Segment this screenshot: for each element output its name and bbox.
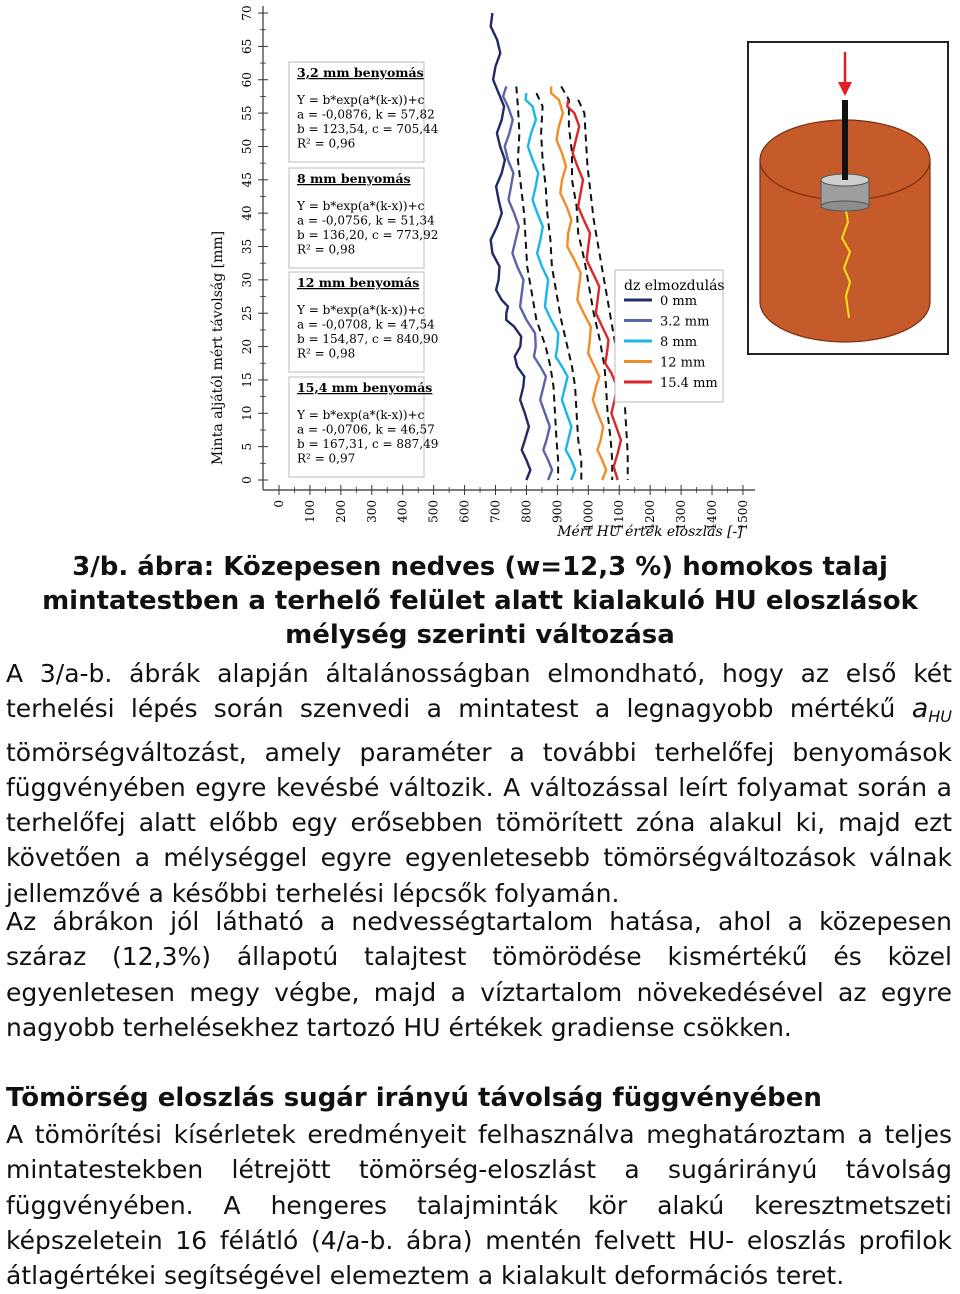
y-tick-label: 30	[240, 272, 254, 288]
equation-box	[289, 62, 439, 162]
equation-box-line: a = -0,0876, k = 57,82	[297, 107, 435, 122]
loading-plate-bottom	[821, 201, 869, 211]
x-tick-label: 600	[457, 500, 472, 523]
legend-item-label: 0 mm	[660, 294, 698, 309]
x-tick-label: 1300	[674, 500, 689, 531]
equation-box-line: Y = b*exp(a*(k-x))+c	[297, 408, 425, 422]
x-tick-label: 1500	[735, 500, 750, 531]
x-tick-label: 200	[333, 500, 348, 523]
paragraph-2: Az ábrákon jól látható a nedvességtartalom hatása, ahol a közepesen száraz (12,3%) állapotú talajtest tömörödése kismértékű és közel egyenletesen megy végbe, majd a víztartalom növekedésével az egyre nagyobb terhelésekhez tartozó HU értékek gradiense csökken.	[6, 907, 952, 1042]
equation-box-title: 15,4 mm benyomás	[297, 380, 433, 395]
y-tick-label: 20	[240, 338, 254, 355]
x-tick-label: 900	[550, 500, 565, 523]
equation-box-line: b = 123,54, c = 705,44	[297, 122, 439, 136]
legend-item-label: 8 mm	[660, 335, 698, 350]
x-tick-label: 100	[302, 500, 317, 523]
y-tick-label: 10	[240, 405, 254, 421]
paragraph-1-text-a: A 3/a-b. ábrák alapján általánosságban elmondható, hogy az első két terhelési lépés során szenvedi a mintatest a legnagyobb mértékű	[6, 659, 952, 724]
legend-title: dz elmozdulás	[624, 278, 725, 294]
x-tick-label: 700	[488, 500, 503, 523]
figure-caption-line-2: mintatestben a terhelő felület alatt kialakuló HU eloszlások	[42, 586, 918, 616]
y-tick-label: 0	[240, 476, 254, 484]
equation-box-line: Y = b*exp(a*(k-x))+c	[297, 199, 425, 213]
x-tick-label: 500	[426, 500, 441, 523]
data-series	[491, 13, 628, 480]
equation-box-line: Y = b*exp(a*(k-x))+c	[297, 93, 425, 107]
legend-item-label: 12 mm	[660, 355, 706, 371]
a-hu-subscript: HU	[928, 707, 952, 727]
x-tick-label: 400	[395, 500, 410, 523]
sample-cylinder-illustration	[748, 42, 948, 354]
y-tick-label: 25	[240, 305, 254, 321]
y-tick-label: 40	[240, 205, 254, 221]
y-axis-label: Minta aljától mért távolság [mm]	[210, 230, 226, 466]
x-tick-label: 300	[364, 500, 379, 523]
y-tick-label: 45	[240, 172, 254, 188]
y-tick-label: 70	[240, 5, 254, 21]
y-tick-label: 5	[240, 442, 254, 451]
equation-box-line: R² = 0,97	[297, 451, 356, 466]
y-tick-label: 65	[240, 38, 254, 55]
equation-box-line: Y = b*exp(a*(k-x))+c	[297, 303, 425, 317]
equation-box	[289, 272, 438, 372]
series-line	[567, 100, 621, 480]
x-tick-label: 1100	[612, 500, 627, 531]
hu-distribution-figure	[0, 0, 960, 540]
equation-box-title: 12 mm benyomás	[297, 275, 420, 290]
y-axis-ticks	[240, 5, 268, 483]
legend-item-label: 3.2 mm	[660, 314, 710, 330]
x-axis-label: Mért HU érték eloszlás [-]	[557, 524, 743, 540]
paragraph-1-text-b: tömörségváltozást, amely paraméter a további terhelőfej benyomások függvényében egyre kevésbé változik. A változással leírt folyamat során a terhelőfej alatt előbb egy erősebben tömörített zóna alakul ki, majd ezt követően a mélységgel egyre egyenletesebb tömörségváltozások válnak jellemzővé a későbbi terhelési lépcsők folyamán.	[6, 737, 952, 908]
series-line	[526, 93, 576, 480]
x-tick-label: 800	[519, 500, 534, 523]
loading-rod	[842, 100, 848, 180]
equation-box	[289, 377, 438, 477]
series-line	[491, 13, 531, 480]
section-heading: Tömörség eloszlás sugár irányú távolság függvényében	[6, 1083, 822, 1113]
equation-box-line: R² = 0,98	[297, 346, 356, 361]
equation-box	[289, 168, 438, 268]
equation-box-line: b = 154,87, c = 840,90	[297, 332, 439, 346]
figure-caption-line-1: 3/b. ábra: Közepesen nedves (w=12,3 %) homokos talaj	[72, 552, 888, 582]
y-tick-label: 50	[240, 138, 254, 155]
x-tick-label: 0	[272, 500, 286, 508]
figure-caption-line-3: mélység szerinti változása	[285, 620, 675, 650]
equation-boxes	[289, 62, 439, 477]
y-tick-label: 15	[240, 372, 254, 388]
equation-box-title: 3,2 mm benyomás	[297, 65, 424, 80]
y-tick-label: 60	[240, 72, 254, 88]
equation-box-line: b = 136,20, c = 773,92	[297, 228, 439, 242]
equation-box-line: b = 167,31, c = 887,49	[297, 437, 439, 451]
legend-item-label: 15.4 mm	[660, 376, 718, 391]
equation-box-line: a = -0,0706, k = 46,57	[297, 422, 435, 437]
y-tick-label: 35	[240, 238, 254, 255]
fit-curve	[536, 93, 581, 480]
x-tick-label: 1400	[705, 500, 720, 531]
x-tick-label: 1000	[581, 500, 596, 531]
legend	[615, 270, 725, 402]
paragraph-3: A tömörítési kísérletek eredményeit felhasználva meghatároztam a teljes mintatestekben létrejött tömörség-eloszlást a sugárirányú távolság függvényében. A hengeres talajminták kör alakú keresztmetszeti képszeletein 16 félátló (4/a-b. ábra) mentén felvett HU- eloszlás profilok átlagértékei segítségével elemeztem a kialakult deformációs teret.	[6, 1120, 952, 1291]
equation-box-line: R² = 0,96	[297, 136, 356, 151]
paragraph-1	[6, 656, 952, 911]
equation-box-line: R² = 0,98	[297, 242, 356, 257]
x-tick-label: 1200	[643, 500, 658, 531]
a-hu-symbol: a	[911, 693, 929, 725]
y-tick-label: 55	[240, 105, 254, 121]
equation-box-title: 8 mm benyomás	[297, 171, 411, 186]
equation-box-line: a = -0,0708, k = 47,54	[297, 317, 435, 332]
equation-box-line: a = -0,0756, k = 51,34	[297, 213, 435, 228]
